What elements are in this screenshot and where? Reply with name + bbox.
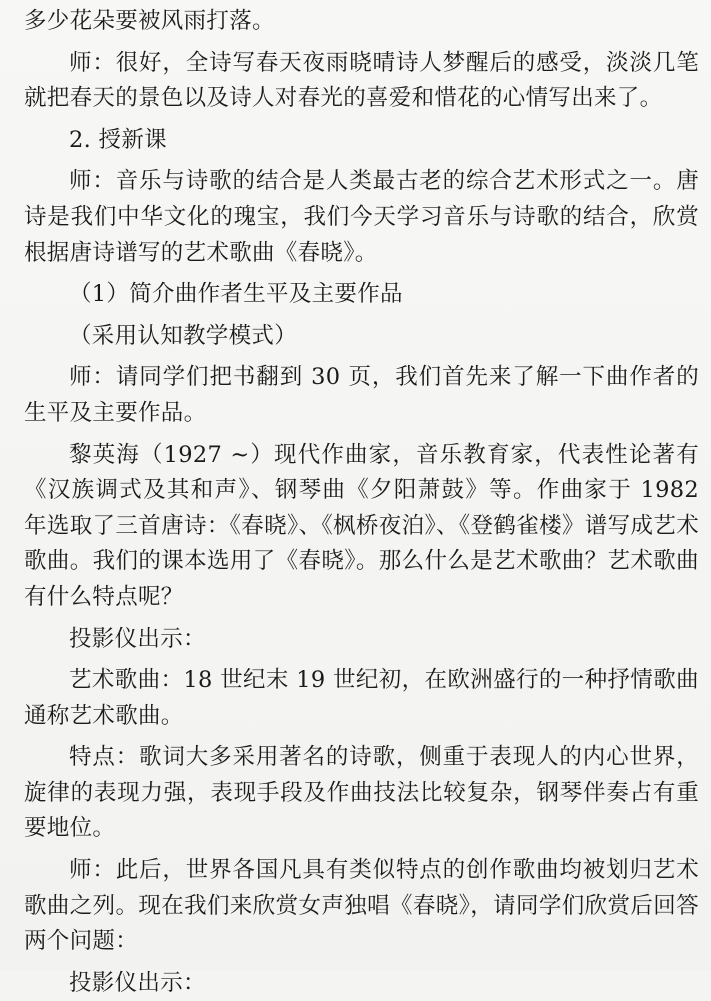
section-heading-new-lesson: 2. 授新课 [69, 126, 167, 153]
document-body [24, 4, 699, 1001]
paragraph-composer-bio: 黎英海（1927 ~）现代作曲家，音乐教育家，代表性论著有《汉族调式及其和声》、钢琴曲《夕阳萧鼓》等。作曲家于 1982 年选取了三首唐诗：《春晓》、《枫桥夜泊》、《登鹤雀楼》谱写成艺术歌曲。我们的课本选用了《春晓》。那么什么是艺术歌曲？艺术歌曲有什么特点呢？ [24, 441, 699, 610]
paragraph-teacher-summary: 师：很好，全诗写春天夜雨晓晴诗人梦醒后的感受，淡淡几笔就把春天的景色以及诗人对春光的喜爱和惜花的心情写出来了。 [24, 49, 699, 112]
projector-label-1: 投影仪出示： [69, 625, 206, 652]
paragraph-art-song-definition: 艺术歌曲：18 世纪末 19 世纪初，在欧洲盛行的一种抒情歌曲通称艺术歌曲。 [24, 667, 699, 729]
teaching-mode-note: （采用认知教学模式） [69, 322, 298, 349]
paragraph-teacher-page-ref: 师：请同学们把书翻到 30 页，我们首先来了解一下曲作者的生平及主要作品。 [24, 364, 699, 426]
paragraph-continuation: 多少花朵要被风雨打落。 [24, 8, 275, 34]
paragraph-art-song-features: 特点：歌词大多采用著名的诗歌，侧重于表现人的内心世界，旋律的表现力强，表现手段及作曲技法比较复杂，钢琴伴奏占有重要地位。 [24, 744, 699, 842]
paragraph-teacher-listening: 师：此后，世界各国凡具有类似特点的创作歌曲均被划归艺术歌曲之列。现在我们来欣赏女声独唱《春晓》，请同学们欣赏后回答两个问题： [24, 857, 699, 955]
projector-label-2: 投影仪出示： [69, 969, 206, 996]
paragraph-teacher-intro: 师：音乐与诗歌的结合是人类最古老的综合艺术形式之一。唐诗是我们中华文化的瑰宝，我们今天学习音乐与诗歌的结合，欣赏根据唐诗谱写的艺术歌曲《春晓》。 [24, 168, 699, 266]
subsection-heading-composer: （1）简介曲作者生平及主要作品 [69, 281, 403, 308]
